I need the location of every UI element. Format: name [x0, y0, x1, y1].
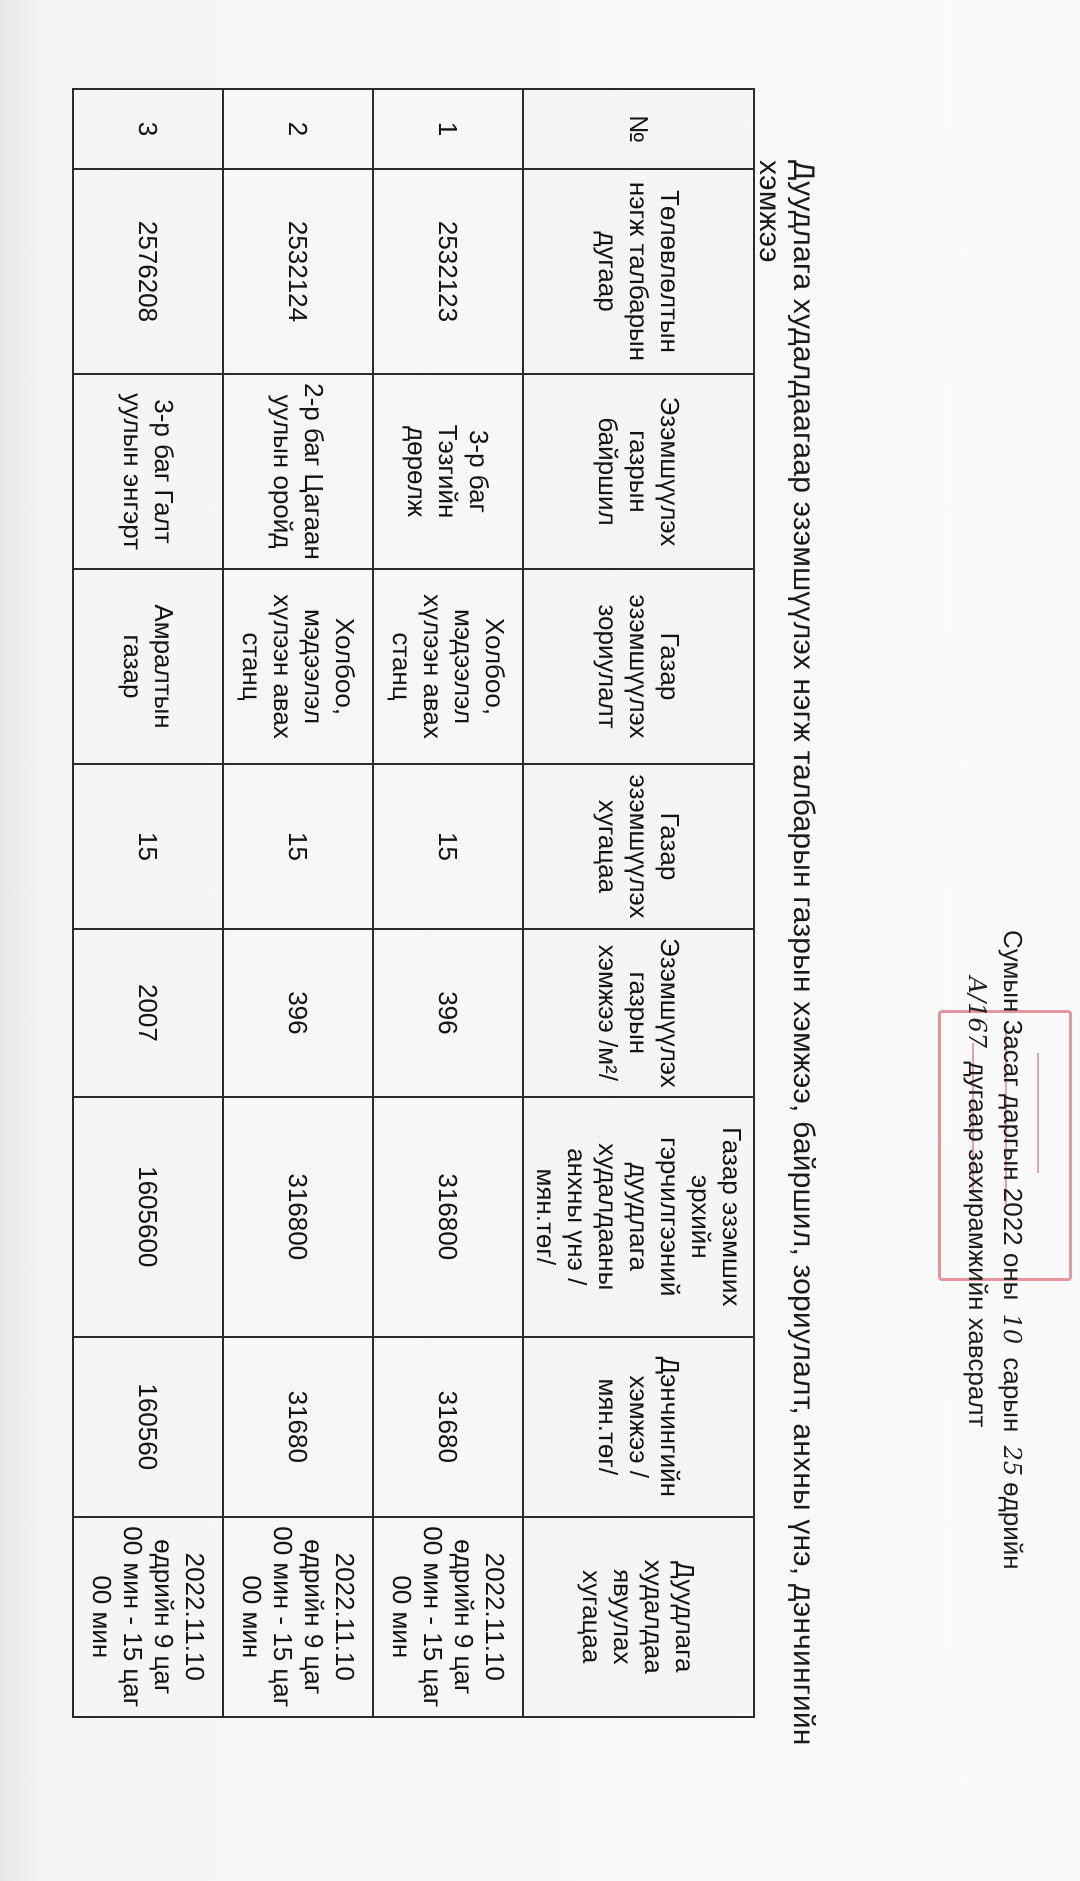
- col-header-starting-price: Газар эзэмших эрхийн гэрчилгээний дуудлага худалдааны анхны үнэ /мян.төг/: [523, 1097, 754, 1337]
- cell-purpose: Амралтын газар: [73, 569, 223, 764]
- header-line-2: А/167 дугаар захирамжийн хавсралт: [960, 930, 995, 1830]
- col-header-area: Эзэмшүүлэх газрын хэмжээ /м²/: [523, 929, 754, 1097]
- cell-term: 15: [223, 764, 373, 929]
- handwritten-month: 10: [998, 1313, 1026, 1345]
- cell-deposit: 31680: [373, 1337, 523, 1517]
- cell-no: 3: [73, 89, 223, 169]
- handwritten-day: 25: [998, 1445, 1026, 1477]
- cell-location: 2-р баг Цагаан уулын оройд: [223, 374, 373, 569]
- col-header-deposit: Дэнчингийн хэмжээ /мян.төг/: [523, 1337, 754, 1517]
- col-header-term: Газар эзэмшүүлэх хугацаа: [523, 764, 754, 929]
- cell-location: 3-р баг Галт уулын энгэрт: [73, 374, 223, 569]
- col-header-parcel-id: Төлөвлөлтын нэгж талбарын дугаар: [523, 169, 754, 374]
- col-header-purpose: Газар эзэмшүүлэх зориулалт: [523, 569, 754, 764]
- table-row: [373, 89, 523, 1717]
- cell-parcel-id: 2532123: [373, 169, 523, 374]
- table-header-row: [523, 89, 754, 1717]
- appendix-header: [960, 930, 1030, 1830]
- table-row: [73, 89, 223, 1717]
- cell-parcel-id: 2576208: [73, 169, 223, 374]
- cell-location: 3-р баг Тэзгийн дөрөлж: [373, 374, 523, 569]
- cell-parcel-id: 2532124: [223, 169, 373, 374]
- table-row: [223, 89, 373, 1717]
- cell-area: 396: [223, 929, 373, 1097]
- cell-area: 2007: [73, 929, 223, 1097]
- cell-purpose: Холбоо, мэдээлэл хүлээн авах станц: [373, 569, 523, 764]
- cell-term: 15: [373, 764, 523, 929]
- cell-starting-price: 316800: [373, 1097, 523, 1337]
- col-header-no: №: [523, 89, 754, 169]
- cell-area: 396: [373, 929, 523, 1097]
- cell-deposit: 31680: [223, 1337, 373, 1517]
- header-line-1: Сумын Засаг даргын 2022 оны 10 сарын 25өдрийн: [995, 930, 1030, 1830]
- cell-term: 15: [73, 764, 223, 929]
- cell-auction-time: 2022.11.10 өдрийн 9 цаг 00 мин - 15 цаг 00 мин: [73, 1517, 223, 1717]
- cell-starting-price: 1605600: [73, 1097, 223, 1337]
- handwritten-order-number: А/167: [963, 976, 991, 1049]
- cell-no: 2: [223, 89, 373, 169]
- auction-table: [72, 88, 755, 1718]
- col-header-auction-time: Дуудлага худалдаа явуулах хугацаа: [523, 1517, 754, 1717]
- cell-no: 1: [373, 89, 523, 169]
- cell-purpose: Холбоо, мэдээлэл хүлээн авах станц: [223, 569, 373, 764]
- cell-auction-time: 2022.11.10 өдрийн 9 цаг 00 мин - 15 цаг 00 мин: [373, 1517, 523, 1717]
- col-header-location: Эзэмшүүлэх газрын байршил: [523, 374, 754, 569]
- document-title: Дуудлага худалдаагаар эзэмшүүлэх нэгж талбарын газрын хэмжээ, байршил, зориулалт, анхны үнэ, дэнчингийн хэмжээ: [753, 160, 820, 1746]
- cell-auction-time: 2022.11.10 өдрийн 9 цаг 00 мин - 15 цаг 00 мин: [223, 1517, 373, 1717]
- cell-starting-price: 316800: [223, 1097, 373, 1337]
- cell-deposit: 160560: [73, 1337, 223, 1517]
